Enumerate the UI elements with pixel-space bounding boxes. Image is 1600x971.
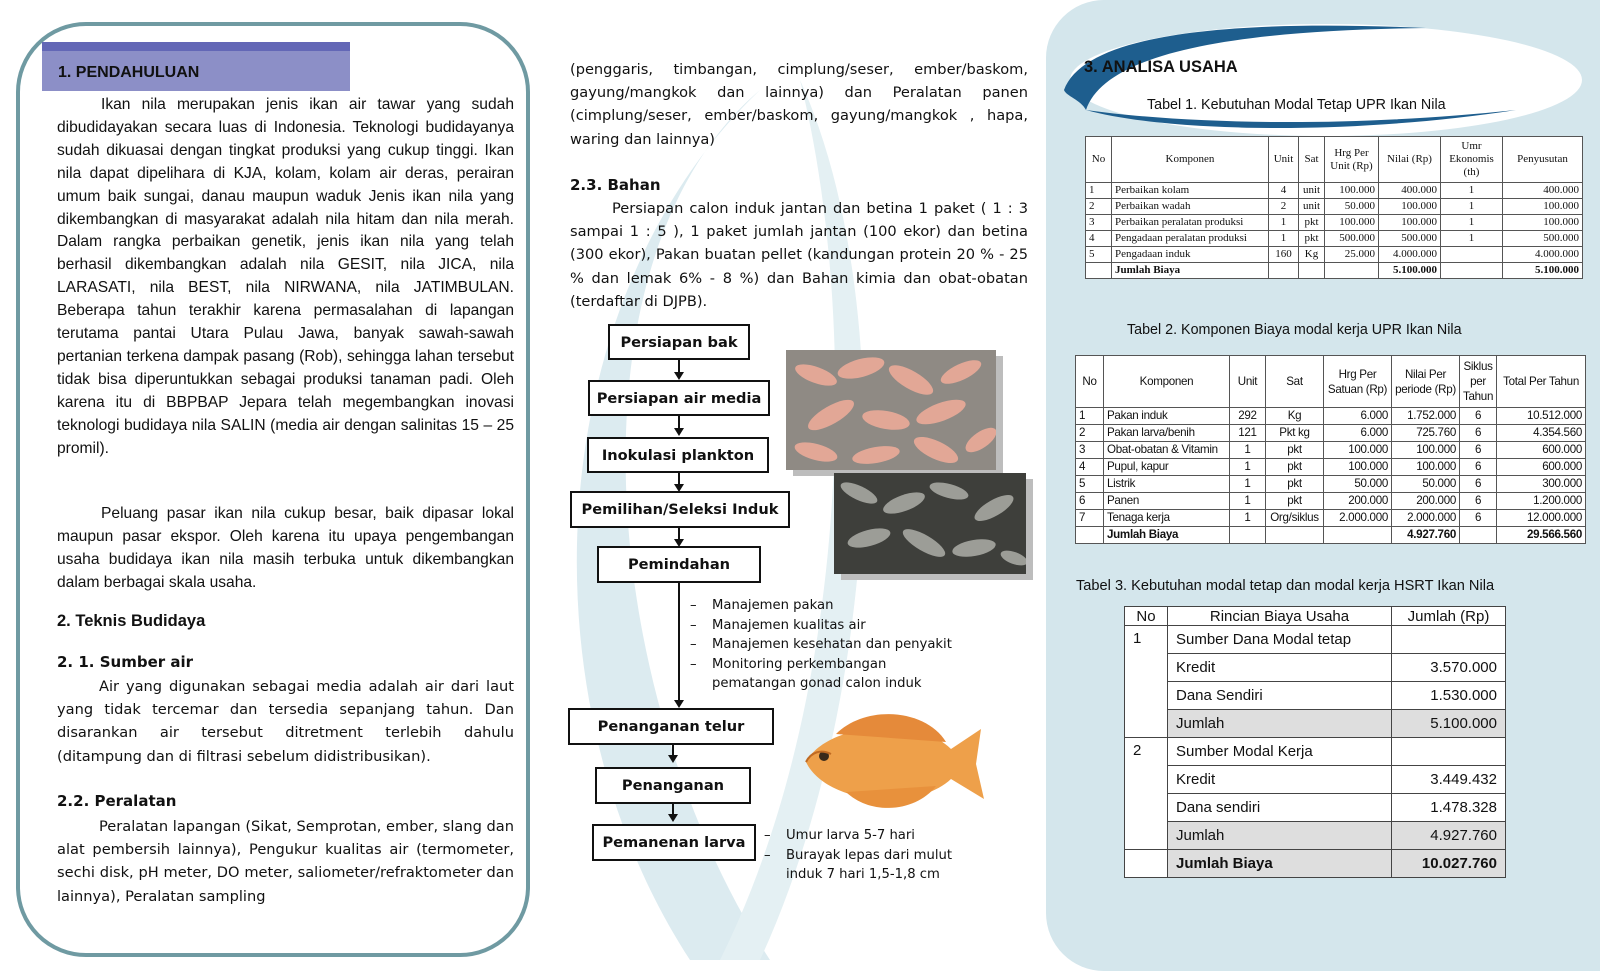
- equipment-continued: (penggaris, timbangan, cimplung/seser, ember/baskom, gayung/mangkok dan lainnya) dan Peralatan panen (cimplung/seser, ember/baskom, gayung/mangkok , hapa, waring dan lainnya): [570, 61, 1028, 148]
- table-row: 2 Sumber Modal Kerja: [1125, 738, 1506, 766]
- flow-step-persiapan-air-media: Persiapan air media: [588, 380, 770, 416]
- sub23-title: 2.3. Bahan: [570, 176, 661, 194]
- table1-caption: Tabel 1. Kebutuhan Modal Tetap UPR Ikan Nila: [1147, 97, 1446, 113]
- tilapia-photo: [776, 704, 988, 822]
- table-row: 3 Obat-obatan & Vitamin 1 pkt 100.000 100.000 6 600.000: [1076, 442, 1586, 459]
- table-row: 5 Pengadaan induk 160 Kg 25.000 4.000.000 4.000.000: [1086, 247, 1583, 263]
- section2-title: 2. Teknis Budidaya: [57, 612, 206, 630]
- table-row: 6 Panen 1 pkt 200.000 200.000 6 1.200.000: [1076, 493, 1586, 510]
- note-item: – Umur larva 5-7 hari: [764, 828, 915, 843]
- flow-step-pemanenan-larva: Pemanenan larva: [592, 824, 756, 861]
- table2: [1075, 355, 1586, 544]
- table-total-row: Jumlah Biaya 4.927.760 29.566.560: [1076, 527, 1586, 544]
- section1-title: 1. PENDAHULUAN: [58, 64, 200, 81]
- table-row: 4 Pengadaan peralatan produksi 1 pkt 500.000 500.000 1 500.000: [1086, 231, 1583, 247]
- table3-header-row: No Rincian Biaya Usaha Jumlah (Rp): [1125, 607, 1506, 626]
- table-row: 3 Perbaikan peralatan produksi 1 pkt 100.000 100.000 1 100.000: [1086, 215, 1583, 231]
- sub23-paragraph: Persiapan calon induk jantan dan betina 1 paket ( 1 : 3 sampai 1 : 5 ), 1 paket jumlah jantan (100 ekor) dan betina (300 ekor), Pakan buatan pellet (kandungan protein 20 % - 25 % dan lemak 6% - 8 %) dan Bahan kimia dan obat-obatan (terdaftar di DJPB).: [570, 200, 1028, 310]
- table-row: 7 Tenaga kerja 1 Org/siklus 2.000.000 2.000.000 6 12.000.000: [1076, 510, 1586, 527]
- table2-header-row: No Komponen Unit Sat Hrg Per Satuan (Rp) Nilai Per periode (Rp) Siklus per Tahun Total Per Tahun: [1076, 356, 1586, 408]
- note-item: – Monitoring perkembangan pematangan gonad calon induk: [690, 656, 922, 691]
- sub22-title: 2.2. Peralatan: [57, 792, 177, 810]
- intro-block: [57, 94, 514, 461]
- sub21-paragraph: Air yang digunakan sebagai media adalah air dari laut yang tidak tercemar dan tersedia sepanjang tahun. Dan disarankan air tersebut ditretment terlebih dahulu (ditampung dan di filtrasi sebelum didistribusikan).: [57, 678, 514, 765]
- table-total-row: Jumlah Biaya 5.100.000 5.100.000: [1086, 263, 1583, 279]
- table3: [1124, 606, 1506, 878]
- table-row: 2 Perbaikan wadah 2 unit 50.000 100.000 1 100.000: [1086, 199, 1583, 215]
- table2-caption: Tabel 2. Komponen Biaya modal kerja UPR Ikan Nila: [1127, 322, 1462, 338]
- table-row: Dana Sendiri 1.530.000: [1125, 682, 1506, 710]
- table-row: 2 Pakan larva/benih 121 Pkt kg 6.000 725.760 6 4.354.560: [1076, 425, 1586, 442]
- table-row: 5 Listrik 1 pkt 50.000 50.000 6 300.000: [1076, 476, 1586, 493]
- table-row: 1 Pakan induk 292 Kg 6.000 1.752.000 6 10.512.000: [1076, 408, 1586, 425]
- section3-title: 3. ANALISA USAHA: [1084, 58, 1238, 76]
- note-item: – Manajemen kesehatan dan penyakit: [690, 637, 952, 652]
- fish-pond-photo-1: [786, 350, 996, 470]
- sub21-title: 2. 1. Sumber air: [57, 653, 194, 671]
- harvest-notes: [764, 826, 964, 885]
- market-paragraph: Peluang pasar ikan nila cukup besar, baik dipasar lokal maupun pasar ekspor. Oleh karena itu upaya pengembangan usaha budidaya ikan nila masih terbuka untuk dikembangkan dalam berbagai skala usaha.: [57, 505, 514, 591]
- flow-step-seleksi-induk: Pemilihan/Seleksi Induk: [570, 491, 790, 528]
- note-item: – Burayak lepas dari mulut induk 7 hari 1,5-1,8 cm: [764, 847, 953, 882]
- note-item: – Manajemen kualitas air: [690, 617, 866, 633]
- flow-step-penanganan: Penanganan: [595, 767, 751, 804]
- table-row: 4 Pupul, kapur 1 pkt 100.000 100.000 6 600.000: [1076, 459, 1586, 476]
- table-row: Jumlah 5.100.000: [1125, 710, 1506, 738]
- table-row: Kredit 3.570.000: [1125, 654, 1506, 682]
- table-row: 1 Sumber Dana Modal tetap: [1125, 626, 1506, 654]
- flow-step-inokulasi-plankton: Inokulasi plankton: [587, 437, 769, 473]
- flow-step-persiapan-bak: Persiapan bak: [608, 324, 750, 360]
- table1-header-row: No Komponen Unit Sat Hrg Per Unit (Rp) Nilai (Rp) Umr Ekonomis (th) Penyusutan: [1086, 137, 1583, 183]
- table-row: 1 Perbaikan kolam 4 unit 100.000 400.000 1 400.000: [1086, 183, 1583, 199]
- intro-paragraph: Ikan nila merupakan jenis ikan air tawar yang sudah dibudidayakan secara luas di Indonesia. Teknologi budidayanya sudah dikuasai dengan tingkat produksi yang cukup tinggi. Ikan nila dapat dipelihara di KJA, kolam, kolam air deras, perairan umum baik sungai, danau maupun waduk Jenis ikan nila yang dikembangkan di masyarakat adalah nila hitam dan nila merah. Dalam rangka perbaikan genetik, jenis ikan nila yang telah berhasil dikembangkan adalah nila GESIT, nila JICA, nila LARASATI, nila BEST, nila NIRWANA, nila JATIMBULAN. Beberapa tahun terakhir karena permasalahan di lapangan terutama pantai Utara Pulau Jawa, banyak sawah-sawah pertanian terkena dampak pasang (Rob), sehingga lahan tersebut tidak bisa diperuntukkan sebagai produksi tanaman padi. Oleh karena itu di BBPBAP Jepara telah megembangkan inovasi teknologi budidaya nila SALIN (media air dengan salinitas 15 – 25 promil).: [57, 96, 514, 457]
- management-notes: [690, 596, 970, 694]
- table-total-row: Jumlah Biaya 10.027.760: [1125, 850, 1506, 878]
- table-row: Dana sendiri 1.478.328: [1125, 794, 1506, 822]
- sub22-paragraph: Peralatan lapangan (Sikat, Semprotan, ember, slang dan alat pembersih lainnya), Pengukur kualitas air (termometer, sechi disk, pH meter, DO meter, saliometer/refraktometer dan lainnya), Peralatan sampling: [57, 818, 514, 905]
- table-row: Kredit 3.449.432: [1125, 766, 1506, 794]
- table-row: Jumlah 4.927.760: [1125, 822, 1506, 850]
- flow-step-pemindahan: Pemindahan: [597, 546, 761, 583]
- note-item: – Manajemen pakan: [690, 598, 834, 613]
- fish-pond-photo-2: [834, 473, 1026, 574]
- section1-title-bar: [42, 42, 350, 91]
- table3-caption: Tabel 3. Kebutuhan modal tetap dan modal kerja HSRT Ikan Nila: [1076, 578, 1495, 594]
- table1: [1085, 136, 1583, 279]
- market-block: [57, 503, 514, 595]
- flow-step-penanganan-telur: Penanganan telur: [568, 708, 774, 745]
